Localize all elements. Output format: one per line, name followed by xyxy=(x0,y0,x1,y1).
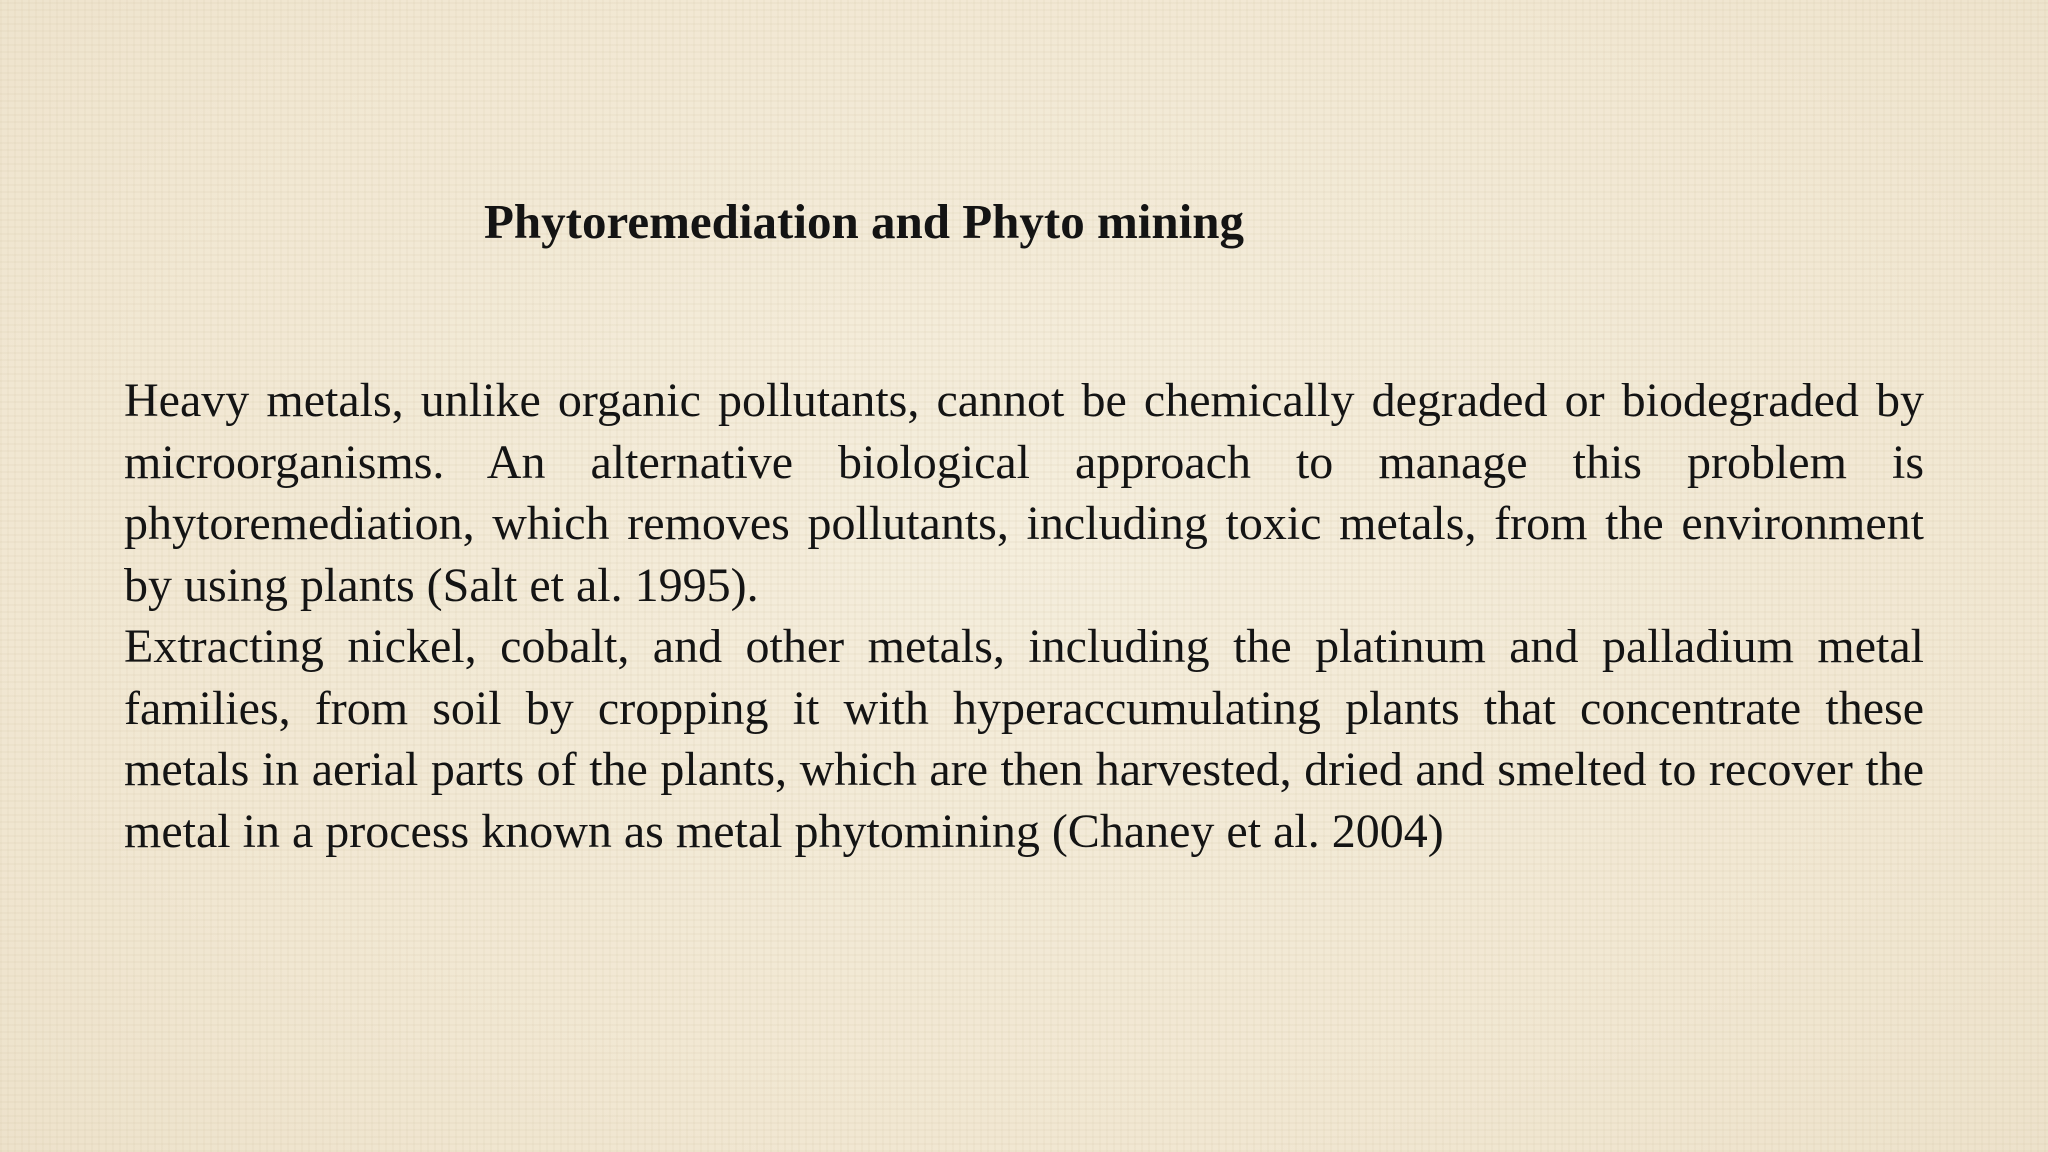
paragraph-phytomining: Extracting nickel, cobalt, and other metals, including the platinum and palladium metal families, from soil by cropping it with hyperaccumulating plants that concentrate these metals in aerial parts of the plants, which are then harvested, dried and smelted to recover the metal in a process known as metal phytomining (Chaney et al. 2004) xyxy=(124,620,1924,858)
paragraph-phytoremediation: Heavy metals, unlike organic pollutants, cannot be chemically degraded or biodegraded by microorganisms. An alternative biological approach to manage this problem is phytoremediation, which removes pollutants, including toxic metals, from the environment by using plants (Salt et al. 1995). xyxy=(124,374,1924,612)
slide-body xyxy=(124,370,1924,862)
slide-title: Phytoremediation and Phyto mining xyxy=(484,194,1245,249)
